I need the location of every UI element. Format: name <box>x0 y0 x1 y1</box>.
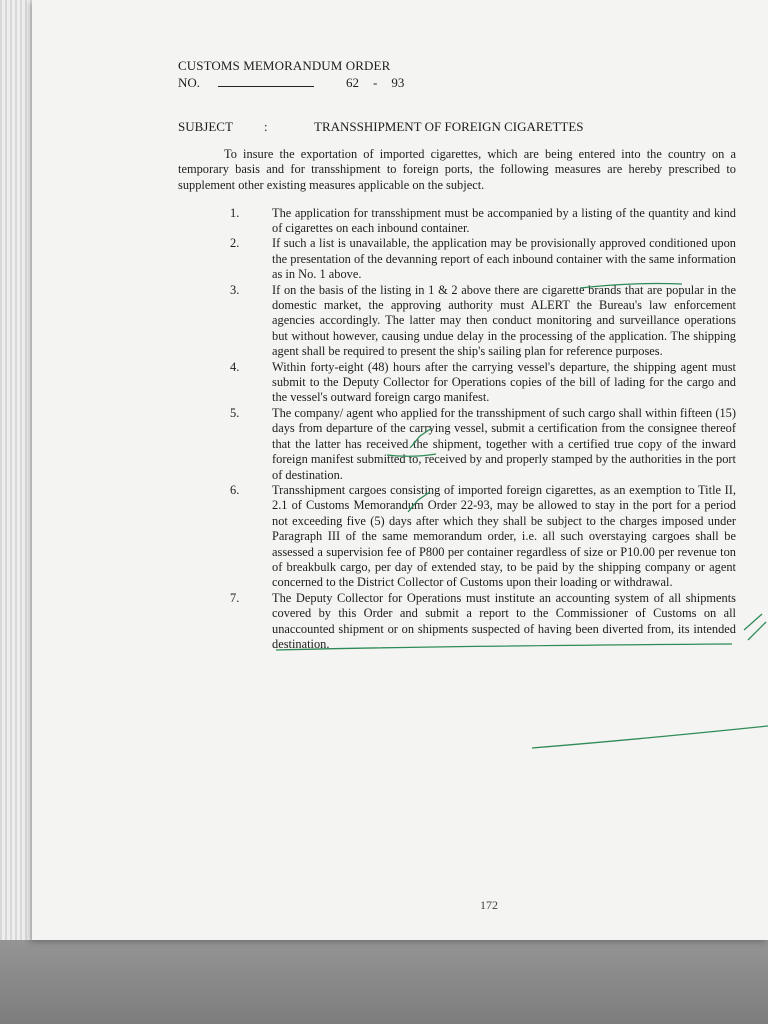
memo-number-line <box>178 74 736 91</box>
memo-number-label: NO. <box>178 75 201 90</box>
page-number: 172 <box>480 898 498 912</box>
subject-title: TRANSSHIPMENT OF FOREIGN CIGARETTES <box>314 119 584 134</box>
intro-paragraph: To insure the exportation of imported cigarettes, which are being entered into the country on a temporary basis and for transshipment to foreign ports, the following measures are hereby prescribed to supplement other existing measures applicable on the subject. <box>178 147 736 192</box>
list-item <box>178 591 736 653</box>
item-number: 5. <box>230 405 240 420</box>
item-number: 1. <box>230 205 240 220</box>
document-page <box>32 0 768 940</box>
item-number: 4. <box>230 359 240 374</box>
item-number: 7. <box>230 590 240 605</box>
item-number: 2. <box>230 236 240 251</box>
item-text: Transshipment cargoes consisting of imported foreign cigarettes, as an exemption to Title II, 2.1 of Customs Memorandum Order 22-93, may be allowed to stay in the port for a period not exceeding five (5) days after which they shall be subject to the charges imposed under Paragraph III of the same memorandum order, i.e. all such overstaying cargoes shall be assessed a supervision fee of P800 per container regardless of size or P10.00 per revenue ton of breakbulk cargo, per day of extended stay, to be paid by the shipping company or agent concerned to the District Collector of Customs upon their loading or withdrawal. <box>272 482 736 590</box>
item-text: The application for transshipment must be accompanied by a listing of the quantity and kind of cigarettes on each inbound container. <box>272 205 736 236</box>
memo-body <box>178 58 736 652</box>
list-item <box>178 236 736 282</box>
list-item <box>178 283 736 360</box>
list-item <box>178 206 736 237</box>
list-item <box>178 483 736 591</box>
memo-number: 62 <box>346 75 359 90</box>
list-item <box>178 360 736 406</box>
subject-colon: : <box>264 119 268 134</box>
measure-list <box>178 206 736 653</box>
memo-number-blank <box>218 74 314 87</box>
annotation-mark <box>744 614 766 640</box>
annotation-underline <box>532 726 768 748</box>
memo-header: CUSTOMS MEMORANDUM ORDER <box>178 58 391 73</box>
item-number: 3. <box>230 282 240 297</box>
item-text: The company/ agent who applied for the transshipment of such cargo shall within fifteen (15) days from departure of the carrying vessel, submit a certification from the consignee thereof that the latter has received the shipment, together with a certified true copy of the inward foreign manifest submitted to, received by and properly stamped by the authorities in the port of destination. <box>272 405 736 482</box>
item-text: If on the basis of the listing in 1 & 2 above there are cigarette brands that are popular in the domestic market, the approving authority must ALERT the Bureau's law enforcement agencies accordingly. The latter may then conduct monitoring and surveillance operations but without however, causing undue delay in the processing of the application. The shipping agent shall be required to present the ship's sailing plan for reference purposes. <box>272 282 736 359</box>
subject-line <box>178 119 736 135</box>
item-text: If such a list is unavailable, the application may be provisionally approved conditioned upon the presentation of the devanning report of each inbound container with the same information as in No. 1 above. <box>272 236 736 282</box>
subject-label: SUBJECT <box>178 119 233 134</box>
item-text: Within forty-eight (48) hours after the carrying vessel's departure, the shipping agent must submit to the Deputy Collector for Operations copies of the bill of lading for the cargo and the vessel's outward foreign cargo manifest. <box>272 359 736 405</box>
item-number: 6. <box>230 482 240 497</box>
memo-number-dash: - <box>373 75 378 90</box>
list-item <box>178 406 736 483</box>
item-text: The Deputy Collector for Operations must institute an accounting system of all shipments covered by this Order and submit a report to the Commissioner of Customs on all unaccounted shipment or on shipments suspected of having been diverted from, its intended destination. <box>272 590 736 651</box>
memo-year: 93 <box>391 75 405 90</box>
